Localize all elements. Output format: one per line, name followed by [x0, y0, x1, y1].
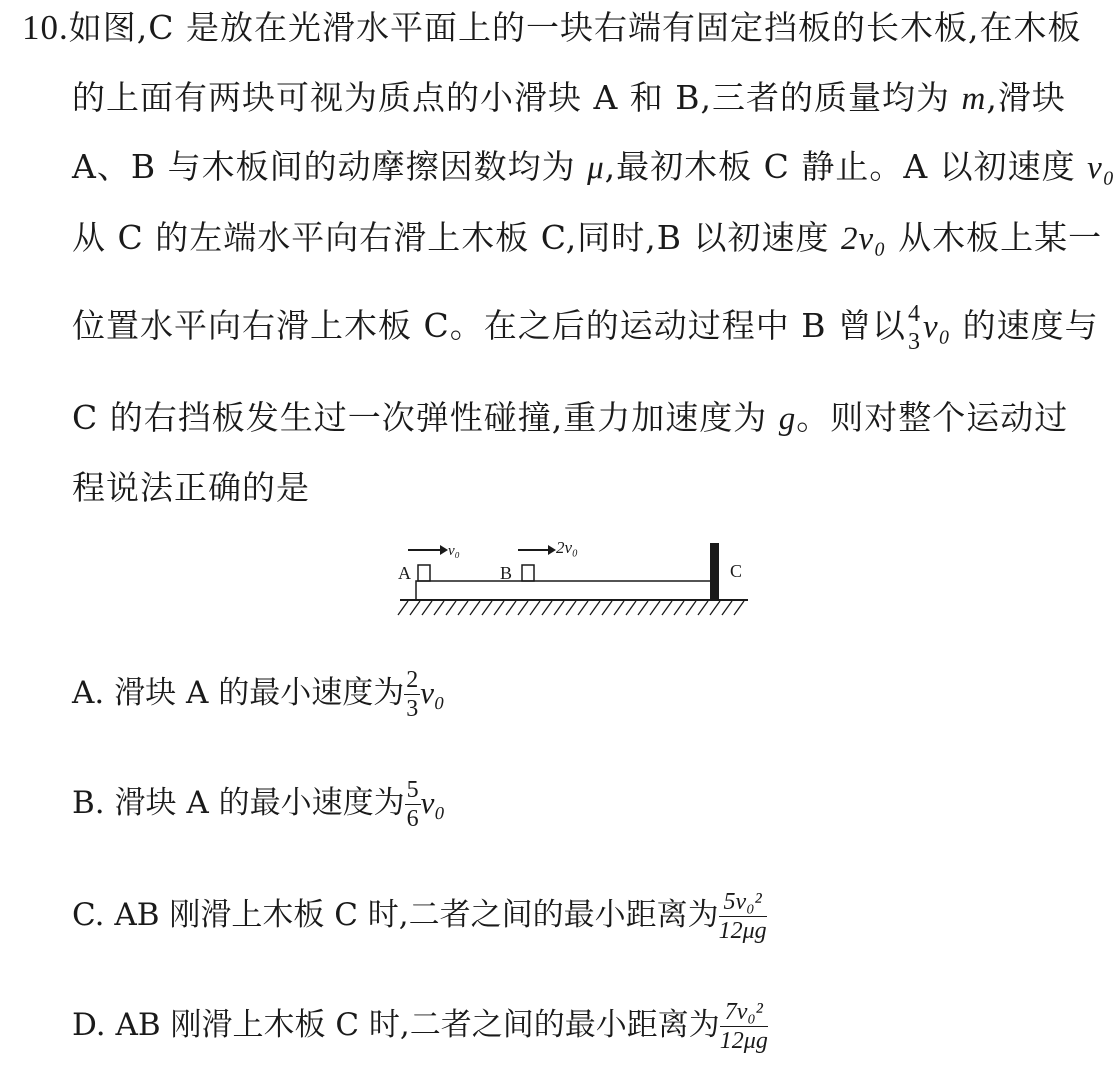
v0-symbol: v₀ — [1087, 150, 1115, 186]
block-b — [522, 565, 534, 581]
option-a-fraction: $\frac{2}{3}$ — [406, 667, 419, 722]
stem-line-1: 10.如图,C 是放在光滑水平面上的一块右端有固定挡板的长木板,在木板 — [22, 8, 1082, 47]
question-number: 10. — [22, 8, 69, 47]
option-c[interactable]: C. AB 刚滑上木板 C 时,二者之间的最小距离为 $\frac{\text{5v₀²}}{12\mu g}$ — [72, 889, 767, 944]
option-b[interactable]: B. 滑块 A 的最小速度为 $\frac{5}{6}$ v₀ — [72, 777, 446, 832]
stem-line-7: 程说法正确的是 — [72, 468, 310, 507]
label-v0: v₀ — [448, 543, 460, 559]
stem-line-2: 的上面有两块可视为质点的小滑块 A 和 B,三者的质量均为 m,滑块 — [72, 78, 1066, 117]
option-d-fraction: $\frac{\text{7v₀²}}{12\mu g}$ — [719, 999, 768, 1054]
arrow-a-head — [440, 545, 448, 555]
option-b-fraction: $\frac{5}{6}$ — [406, 777, 419, 832]
two-v0-symbol: 2v₀ — [841, 221, 887, 257]
g-symbol: g — [778, 401, 797, 437]
option-a[interactable]: A. 滑块 A 的最小速度为 $\frac{2}{3}$ v₀ — [72, 667, 445, 722]
mu-symbol: μ — [587, 150, 605, 186]
board-c — [416, 581, 716, 600]
board-c-stop-plate — [710, 543, 719, 600]
mass-symbol: m — [961, 81, 987, 117]
block-a — [418, 565, 430, 581]
ground-hatch — [398, 601, 744, 615]
four-thirds-fraction: 4 3 — [907, 301, 921, 355]
option-c-fraction: $\frac{\text{5v₀²}}{12\mu g}$ — [718, 889, 767, 944]
label-a: A — [398, 563, 411, 583]
stem-line-6: C 的右挡板发生过一次弹性碰撞,重力加速度为 g。则对整个运动过 — [72, 398, 1069, 437]
label-b: B — [500, 563, 513, 583]
stem-line-4: 从 C 的左端水平向右滑上木板 C,同时,B 以初速度 2v₀ 从木板上某一 — [72, 218, 1103, 257]
physics-diagram — [390, 535, 760, 625]
option-d[interactable]: D. AB 刚滑上木板 C 时,二者之间的最小距离为 $\frac{\text{7v₀²}}{12\mu g}$ — [72, 999, 768, 1054]
arrow-b-head — [548, 545, 556, 555]
board-diagram-svg — [390, 535, 760, 625]
label-c: C — [730, 561, 743, 581]
stem-line-3: A、B 与木板间的动摩擦因数均为 μ,最初木板 C 静止。A 以初速度 v₀ — [72, 147, 1115, 186]
label-2v0: 2v₀ — [556, 538, 578, 557]
stem-line-5: 位置水平向右滑上木板 C。在之后的运动过程中 B 曾以 4 3 v₀ 的速度与 — [72, 301, 1099, 355]
